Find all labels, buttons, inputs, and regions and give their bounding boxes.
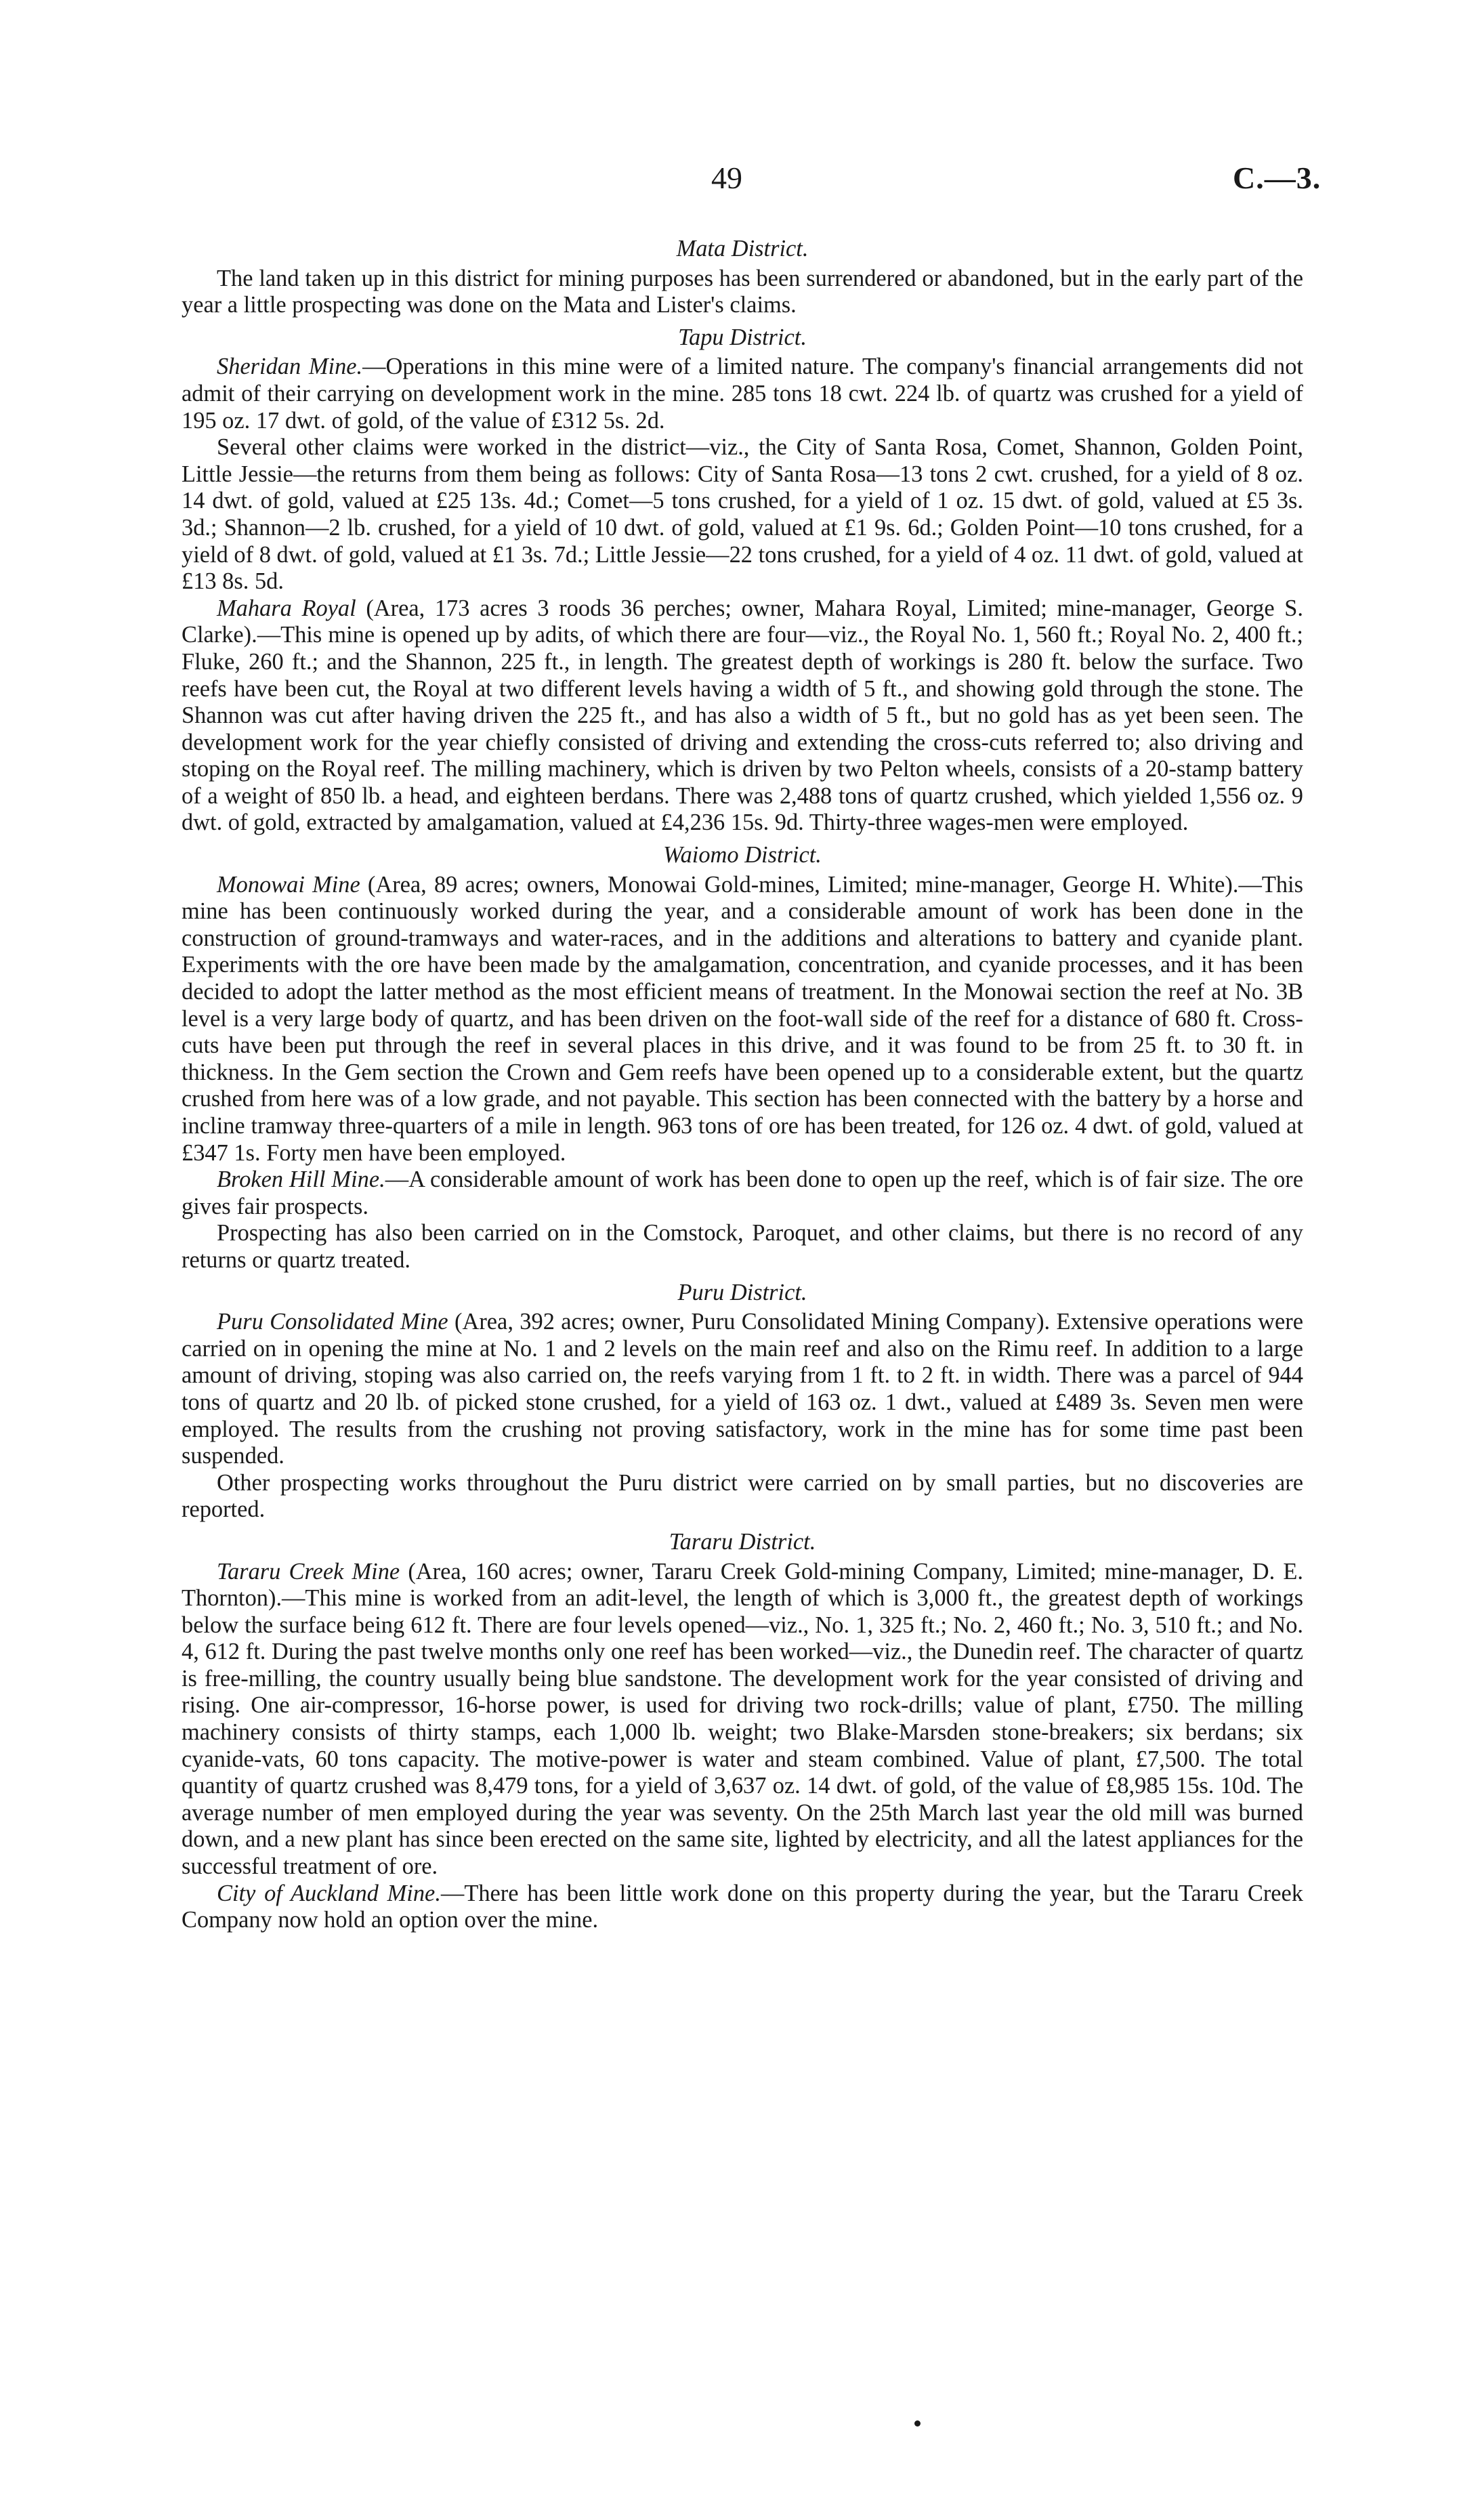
- mine-name: Mahara Royal: [217, 595, 356, 621]
- section-heading-tapu: Tapu District.: [678, 324, 807, 350]
- mine-name: Monowai Mine: [217, 871, 360, 898]
- paragraph: [182, 1309, 1303, 1470]
- document-reference: C.—3.: [1233, 161, 1322, 195]
- paragraph: [182, 1559, 1303, 1881]
- paragraph: [182, 1167, 1303, 1220]
- paragraph-text: The land taken up in this district for mining purposes has been surrendered or abandoned, but in the early part of the year a little prospecting was done on the Mata and Lister's claims.: [182, 265, 1303, 318]
- paragraph-text: —Operations in this mine were of a limited nature. The company's financial arrangements did not admit of their carrying on development work in the mine. 285 tons 18 cwt. 224 lb. of quartz was crushed for a yield of 195 oz. 17 dwt. of gold, of the value of £312 5s. 2d.: [182, 354, 1303, 434]
- mine-name: Broken Hill Mine.: [217, 1167, 385, 1193]
- mine-name: Tararu Creek Mine: [217, 1558, 400, 1584]
- mine-name: Sheridan Mine.: [217, 354, 363, 380]
- section-heading-waiomo: Waiomo District.: [663, 842, 822, 868]
- paragraph: [182, 266, 1303, 319]
- paragraph-text: (Area, 392 acres; owner, Puru Consolidated Mining Company). Extensive operations were carried on in opening the mine at No. 1 and 2 levels on the main reef and also on the Rimu reef. In addition to a large amount of driving, stoping was also carried on, the reefs varying from 1 ft. to 2 ft. in width. There was a parcel of 944 tons of quartz and 20 lb. of picked stone crushed, for a yield of 163 oz. 1 dwt., valued at £489 3s. Seven men were employed. The results from the crushing not proving satisfactory, work in the mine has for some time past been suspended.: [182, 1309, 1303, 1469]
- paragraph: [182, 1220, 1303, 1274]
- paragraph-text: Other prospecting works throughout the Puru district were carried on by small parties, but no discoveries are reported.: [182, 1469, 1303, 1523]
- footer-dot: [914, 2420, 921, 2427]
- paragraph: [182, 1881, 1303, 1934]
- paragraph-text: (Area, 173 acres 3 roods 36 perches; owner, Mahara Royal, Limited; mine-manager, George S. Clarke).—This mine is opened up by adits, of which there are four—viz., the Royal No. 1, 560 ft.; Royal No. 2, 400 ft.; Fluke, 260 ft.; and the Shannon, 225 ft., in length. The greatest depth of workings is 280 ft. below the surface. Two reefs have been cut, the Royal at two different levels having a width of 5 ft., and showing gold through the stone. The Shannon was cut after having driven the 225 ft., and has also a width of 5 ft., but no gold has as yet been seen. The development work for the year chiefly consisted of driving and extending the cross-cuts referred to; also driving and stoping on the Royal reef. The milling machinery, which is driven by two Pelton wheels, consists of a 20-stamp battery of a weight of 850 lb. a head, and eighteen berdans. There was 2,488 tons of quartz crushed, which yielded 1,556 oz. 9 dwt. of gold, extracted by amalgamation, valued at £4,236 15s. 9d. Thirty-three wages-men were employed.: [182, 595, 1303, 836]
- paragraph: [182, 1470, 1303, 1524]
- page-number: 49: [711, 161, 742, 195]
- paragraph-text: —A considerable amount of work has been done to open up the reef, which is of fair size. The ore gives fair prospects.: [182, 1167, 1303, 1219]
- paragraph-text: (Area, 160 acres; owner, Tararu Creek Gold-mining Company, Limited; mine-manager, D. E. Thornton).—This mine is worked from an adit-level, the length of which is 3,000 ft., the greatest depth of workings below the surface being 612 ft. There are four levels opened—viz., No. 1, 325 ft.; No. 2, 460 ft.; No. 3, 510 ft.; and No. 4, 612 ft. During the past twelve months only one reef has been worked—viz., the Dunedin reef. The character of quartz is free-milling, the country usually being blue sandstone. The development work for the year consisted of driving and rising. One air-compressor, 16-horse power, is used for driving two rock-drills; value of plant, £750. The milling machinery consists of thirty stamps, each 1,000 lb. weight; two Blake-Marsden stone-breakers; six berdans; six cyanide-vats, 60 tons capacity. The motive-power is water and steam combined. Value of plant, £7,500. The total quantity of quartz crushed was 8,479 tons, for a yield of 3,637 oz. 14 dwt. of gold, of the value of £8,985 15s. 10d. The average number of men employed during the year was seventy. On the 25th March last year the old mill was burned down, and a new plant has since been erected on the same site, lighted by electricity, and all the latest appliances for the successful treatment of ore.: [182, 1558, 1303, 1880]
- section-heading-tararu: Tararu District.: [669, 1528, 816, 1555]
- paragraph: [182, 872, 1303, 1167]
- section-heading-mata: Mata District.: [676, 236, 809, 261]
- paragraph-text: —There has been little work done on this property during the year, but the Tararu Creek Company now hold an option over the mine.: [182, 1880, 1303, 1933]
- page-header: [0, 160, 1480, 201]
- document-body: [182, 230, 1303, 1934]
- section-heading-puru: Puru District.: [677, 1279, 807, 1305]
- mine-name: City of Auckland Mine.: [217, 1880, 441, 1906]
- paragraph-text: (Area, 89 acres; owners, Monowai Gold-mines, Limited; mine-manager, George H. White).—This mine has been continuously worked during the year, and a considerable amount of work has been done in the construction of ground-tramways and water-races, and in the additions and alterations to battery and cyanide plant. Experiments with the ore have been made by the amalgamation, concentration, and cyanide processes, and it has been decided to adopt the latter method as the most efficient means of treatment. In the Monowai section the reef at No. 3B level is a very large body of quartz, and has been driven on the foot-wall side of the reef for a distance of 680 ft. Cross-cuts have been put through the reef in several places in this drive, and it was found to be from 25 ft. to 30 ft. in thickness. In the Gem section the Crown and Gem reefs have been opened up to a considerable extent, but the quartz crushed from here was of a low grade, and not payable. This section has been connected with the battery by a horse and incline tramway three-quarters of a mile in length. 963 tons of ore has been treated, for 126 oz. 4 dwt. of gold, valued at £347 1s. Forty men have been employed.: [182, 871, 1303, 1166]
- paragraph: [182, 595, 1303, 837]
- paragraph-text: Prospecting has also been carried on in the Comstock, Paroquet, and other claims, but there is no record of any returns or quartz treated.: [182, 1220, 1303, 1273]
- paragraph: [182, 434, 1303, 595]
- mine-name: Puru Consolidated Mine: [217, 1309, 448, 1335]
- paragraph-text: Several other claims were worked in the district—viz., the City of Santa Rosa, Comet, Shannon, Golden Point, Little Jessie—the returns from them being as follows: City of Santa Rosa—13 tons 2 cwt. crushed, for a yield of 8 oz. 14 dwt. of gold, valued at £25 13s. 4d.; Comet—5 tons crushed, for a yield of 1 oz. 15 dwt. of gold, valued at £5 3s. 3d.; Shannon—2 lb. crushed, for a yield of 10 dwt. of gold, valued at £1 9s. 6d.; Golden Point—10 tons crushed, for a yield of 8 dwt. of gold, valued at £1 3s. 7d.; Little Jessie—22 tons crushed, for a yield of 4 oz. 11 dwt. of gold, valued at £13 8s. 5d.: [182, 434, 1303, 595]
- paragraph: [182, 354, 1303, 434]
